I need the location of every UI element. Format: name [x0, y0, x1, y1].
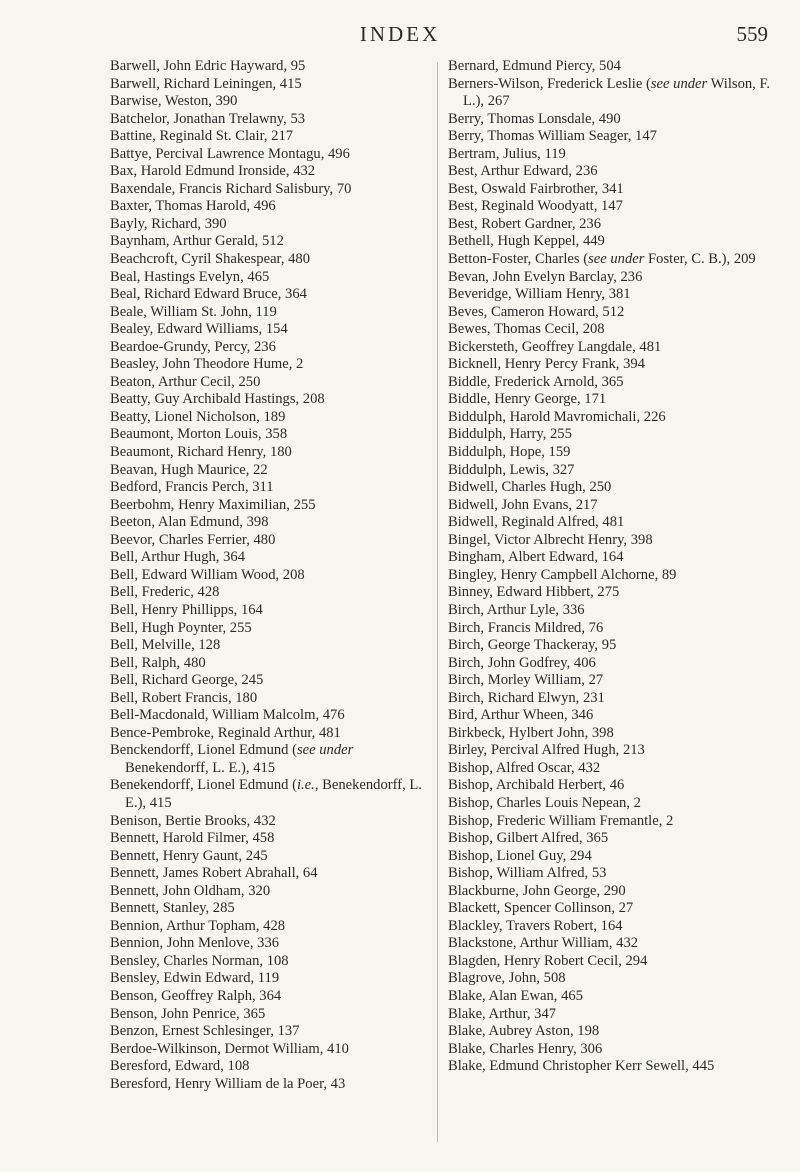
index-entry: Bedford, Francis Perch, 311	[110, 479, 274, 496]
index-entry: Benckendorff, Lionel Edmund (see under Benekendorff, L. E.), 415	[110, 742, 354, 776]
index-entry: Beatty, Guy Archibald Hastings, 208	[110, 391, 325, 408]
index-entry: Bishop, Charles Louis Nepean, 2	[448, 794, 641, 811]
index-title: INDEX	[359, 22, 441, 46]
index-entry: Barwell, John Edric Hayward, 95	[110, 58, 306, 74]
index-entry: Birch, Francis Mildred, 76	[448, 619, 604, 636]
index-entry: Bell, Ralph, 480	[110, 654, 206, 671]
index-entry: Bayly, Richard, 390	[110, 215, 227, 232]
index-entry: Bickersteth, Geoffrey Langdale, 481	[448, 338, 662, 355]
index-entry: Beachcroft, Cyril Shakespear, 480	[110, 251, 311, 268]
index-entry: Bennett, John Oldham, 320	[110, 882, 271, 899]
index-entry: Birch, Richard Elwyn, 231	[448, 689, 605, 706]
index-entry: Bell, Frederic, 428	[110, 584, 220, 601]
index-entry: Bidwell, Charles Hugh, 250	[448, 479, 612, 496]
index-entry: Bewes, Thomas Cecil, 208	[448, 321, 605, 338]
index-entry: Birch, George Thackeray, 95	[448, 637, 617, 654]
index-entry: Best, Robert Gardner, 236	[448, 215, 602, 232]
index-entry: Blackett, Spencer Collinson, 27	[448, 900, 634, 917]
index-column-left	[110, 58, 432, 1093]
index-entry: Beaton, Arthur Cecil, 250	[110, 373, 261, 390]
index-entry: Birch, John Godfrey, 406	[448, 654, 596, 671]
index-entry: Bishop, Alfred Oscar, 432	[448, 759, 601, 776]
index-entry: Benson, John Penrice, 365	[110, 1005, 266, 1022]
index-entry: Blake, Edmund Christopher Kerr Sewell, 445	[448, 1058, 715, 1075]
index-entry: Best, Arthur Edward, 236	[448, 163, 598, 180]
index-entry: Bensley, Edwin Edward, 119	[110, 970, 280, 987]
index-entry: Berners-Wilson, Frederick Leslie (see under Wilson, F. L.), 267	[448, 75, 771, 110]
page-header	[0, 22, 800, 52]
index-entry: Bennett, Henry Gaunt, 245	[110, 847, 268, 864]
index-entry: Baxendale, Francis Richard Salisbury, 70	[110, 180, 352, 197]
index-entry: Biddulph, Harold Mavromichali, 226	[448, 408, 666, 425]
index-entry: Bensley, Charles Norman, 108	[110, 952, 289, 969]
index-entry: Bennett, James Robert Abrahall, 64	[110, 865, 318, 882]
index-entry: Bennett, Stanley, 285	[110, 900, 235, 917]
index-entry: Bell, Hugh Poynter, 255	[110, 619, 252, 636]
index-entry: Berdoe-Wilkinson, Dermot William, 410	[110, 1040, 349, 1057]
index-entry: Birch, Arthur Lyle, 336	[448, 601, 585, 618]
index-entry: Berry, Thomas William Seager, 147	[448, 128, 657, 145]
index-entry: Benison, Bertie Brooks, 432	[110, 812, 276, 829]
index-entry: Biddle, Frederick Arnold, 365	[448, 373, 624, 390]
index-entry: Battine, Reginald St. Clair, 217	[110, 128, 294, 145]
index-entry: Batchelor, Jonathan Trelawny, 53	[110, 110, 306, 127]
index-entry: Bishop, Archibald Herbert, 46	[448, 777, 625, 794]
index-entry: Beresford, Edward, 108	[110, 1058, 250, 1075]
index-entry: Blake, Charles Henry, 306	[448, 1040, 603, 1057]
index-entry: Bertram, Julius, 119	[448, 145, 566, 162]
index-entry: Berry, Thomas Lonsdale, 490	[448, 110, 621, 127]
index-entry: Bell, Edward William Wood, 208	[110, 566, 305, 583]
index-entry: Bealey, Edward Williams, 154	[110, 321, 288, 338]
index-entry: Biddulph, Hope, 159	[448, 444, 571, 461]
index-entry: Beresford, Henry William de la Poer, 43	[110, 1075, 346, 1092]
index-entry: Blackstone, Arthur William, 432	[448, 935, 639, 952]
index-entry: Beal, Hastings Evelyn, 465	[110, 268, 270, 285]
index-entry: Bidwell, John Evans, 217	[448, 496, 598, 513]
index-entry: Best, Reginald Woodyatt, 147	[448, 198, 623, 215]
index-entry: Bennion, John Menlove, 336	[110, 935, 280, 952]
index-entry: Beves, Cameron Howard, 512	[448, 303, 625, 320]
index-entry: Beal, Richard Edward Bruce, 364	[110, 286, 307, 303]
index-entry: Bicknell, Henry Percy Frank, 394	[448, 356, 645, 373]
index-entry: Bax, Harold Edmund Ironside, 432	[110, 163, 316, 180]
index-entry: Barwell, Richard Leiningen, 415	[110, 75, 302, 92]
index-entry: Biddulph, Harry, 255	[448, 426, 572, 443]
index-entry: Bingham, Albert Edward, 164	[448, 549, 624, 566]
index-entry: Beveridge, William Henry, 381	[448, 286, 631, 303]
index-entry: Bell, Richard George, 245	[110, 672, 264, 689]
index-entry: Blagrove, John, 508	[448, 970, 566, 987]
column-divider	[437, 62, 438, 1142]
index-entry: Blake, Alan Ewan, 465	[448, 987, 583, 1004]
index-entry: Bidwell, Reginald Alfred, 481	[448, 514, 625, 531]
index-entry: Bethell, Hugh Keppel, 449	[448, 233, 605, 250]
index-entry: Birch, Morley William, 27	[448, 672, 604, 689]
index-entry: Bishop, Frederic William Fremantle, 2	[448, 812, 674, 829]
index-entry: Bell, Robert Francis, 180	[110, 689, 258, 706]
index-entry: Bennion, Arthur Topham, 428	[110, 917, 286, 934]
index-entry: Betton-Foster, Charles (see under Foster, C. B.), 209	[448, 251, 756, 268]
index-entry: Beeton, Alan Edmund, 398	[110, 514, 269, 531]
index-entry: Beale, William St. John, 119	[110, 303, 277, 320]
index-entry: Bishop, Gilbert Alfred, 365	[448, 830, 609, 847]
index-entry: Biddle, Henry George, 171	[448, 391, 607, 408]
index-entry: Beavan, Hugh Maurice, 22	[110, 461, 268, 478]
index-entry: Bishop, William Alfred, 53	[448, 865, 607, 882]
index-entry: Beaumont, Richard Henry, 180	[110, 444, 292, 461]
index-entry: Blagden, Henry Robert Cecil, 294	[448, 952, 648, 969]
index-entry: Bennett, Harold Filmer, 458	[110, 830, 275, 847]
index-entry: Blackburne, John George, 290	[448, 882, 626, 899]
index-entry: Beasley, John Theodore Hume, 2	[110, 356, 304, 373]
index-entry: Beevor, Charles Ferrier, 480	[110, 531, 276, 548]
index-entry: Birkbeck, Hylbert John, 398	[448, 724, 614, 741]
index-entry: Bernard, Edmund Piercy, 504	[448, 58, 621, 74]
index-entry: Baxter, Thomas Harold, 496	[110, 198, 276, 215]
index-entry: Bingel, Victor Albrecht Henry, 398	[448, 531, 653, 548]
index-entry: Barwise, Weston, 390	[110, 93, 238, 110]
index-entry: Bingley, Henry Campbell Alchorne, 89	[448, 566, 677, 583]
index-entry: Best, Oswald Fairbrother, 341	[448, 180, 624, 197]
index-entry: Beatty, Lionel Nicholson, 189	[110, 408, 286, 425]
index-entry: Bence-Pembroke, Reginald Arthur, 481	[110, 724, 341, 741]
index-entry: Binney, Edward Hibbert, 275	[448, 584, 620, 601]
index-entry: Beerbohm, Henry Maximilian, 255	[110, 496, 316, 513]
index-entry: Biddulph, Lewis, 327	[448, 461, 575, 478]
index-entry: Benson, Geoffrey Ralph, 364	[110, 987, 282, 1004]
index-entry: Battye, Percival Lawrence Montagu, 496	[110, 145, 350, 162]
index-entry: Bird, Arthur Wheen, 346	[448, 707, 594, 724]
index-entry: Blake, Aubrey Aston, 198	[448, 1023, 600, 1040]
index-entry: Benzon, Ernest Schlesinger, 137	[110, 1023, 300, 1040]
index-column-right	[448, 58, 792, 1076]
index-entry: Bell, Melville, 128	[110, 637, 221, 654]
index-entry: Bell, Henry Phillipps, 164	[110, 601, 263, 618]
index-entry: Beaumont, Morton Louis, 358	[110, 426, 288, 443]
index-entry: Blake, Arthur, 347	[448, 1005, 557, 1022]
index-entry: Bevan, John Evelyn Barclay, 236	[448, 268, 643, 285]
page-number: 559	[736, 22, 768, 46]
index-entry: Blackley, Travers Robert, 164	[448, 917, 623, 934]
index-entry: Baynham, Arthur Gerald, 512	[110, 233, 284, 250]
index-entry: Bell-Macdonald, William Malcolm, 476	[110, 707, 345, 724]
index-entry: Bishop, Lionel Guy, 294	[448, 847, 592, 864]
index-entry: Benekendorff, Lionel Edmund (i.e., Benekendorff, L. E.), 415	[110, 777, 422, 811]
index-entry: Birley, Percival Alfred Hugh, 213	[448, 742, 645, 759]
index-entry: Bell, Arthur Hugh, 364	[110, 549, 245, 566]
index-entry: Beardoe-Grundy, Percy, 236	[110, 338, 276, 355]
